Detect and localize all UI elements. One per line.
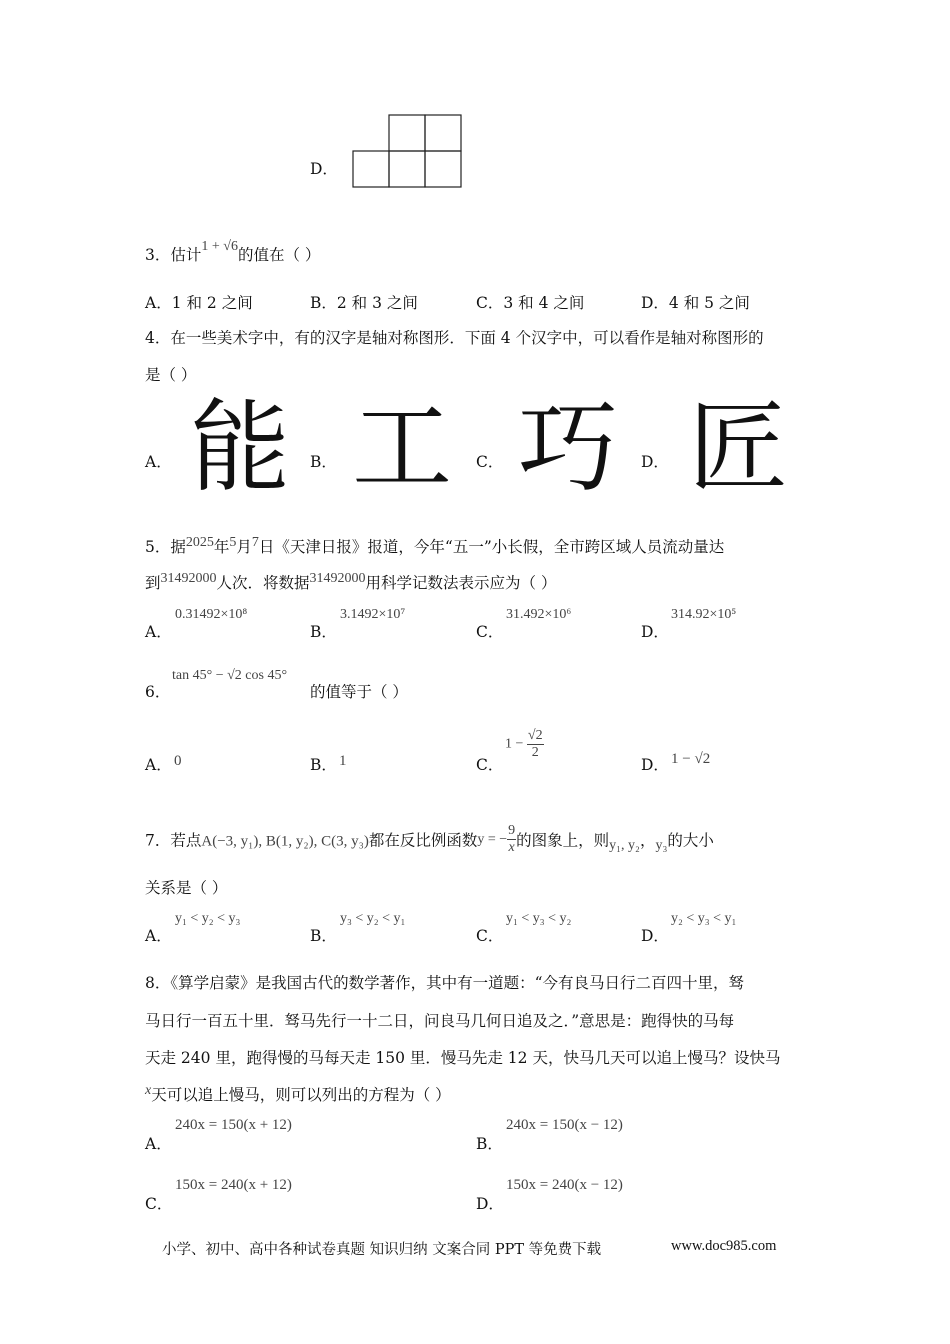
q5-text: 人次．将数据 — [216, 574, 310, 592]
q5-day: 7 — [251, 535, 259, 550]
q5-label-b: B． — [310, 623, 337, 641]
q6-expr: tan 45° − √2 cos 45° — [172, 668, 288, 683]
q5-text: 日《天津日报》报道，今年“五一”小长假，全市跨区域人员流动量达 — [258, 538, 725, 556]
q5-year: 2025 — [185, 535, 214, 550]
footer-url[interactable]: www.doc985.com — [671, 1238, 777, 1254]
q6-num: 6． — [145, 683, 171, 701]
q7-func-pre: y = − — [477, 831, 508, 847]
q5-option-d: 314.92×10⁵ — [671, 607, 737, 622]
q8-text: 天可以追上慢马，则可以列出的方程为（ ） — [151, 1086, 451, 1104]
q7-text: 都在反比例函数 — [368, 831, 478, 850]
q6-label-c: C． — [476, 756, 504, 774]
q7-option-c: y₁ < y₃ < y₂ — [506, 911, 572, 926]
denominator: x — [508, 840, 515, 855]
numerator: 9 — [508, 823, 516, 838]
q7-function — [477, 823, 516, 855]
q3-option-a: A．1 和 2 之间 — [145, 294, 253, 312]
q8-line3: 天走 240 里，跑得慢的马每天走 150 里．慢马先走 12 天，快马几天可以追上慢马？设快马 — [145, 1049, 781, 1067]
q5-month: 5 — [229, 535, 237, 550]
q3-prefix: 估计 — [170, 246, 202, 264]
q4-label-c: C． — [476, 453, 504, 471]
q5-line1 — [145, 535, 724, 557]
q3-num: 3． — [145, 246, 171, 264]
q8-line1: 8．《算学启蒙》是我国古代的数学著作，其中有一道题：“今有良马日行二百四十里，驽 — [145, 974, 745, 992]
q8-option-d: 150x = 240(x − 12) — [506, 1177, 623, 1193]
q7-label-d: D． — [641, 927, 669, 945]
q5-text: 年 — [213, 538, 230, 556]
q7-label-c: C． — [476, 927, 504, 945]
q8-option-c: 150x = 240(x + 12) — [175, 1177, 292, 1193]
q3-option-b: B．2 和 3 之间 — [310, 294, 418, 312]
q5-text: 5．据 — [145, 538, 186, 556]
q7-func-fraction — [507, 823, 516, 856]
q6-label-d: D． — [641, 756, 669, 774]
q5-label-d: D． — [641, 623, 669, 641]
q4-line1: 4．在一些美术字中，有的汉字是轴对称图形．下面 4 个汉字中，可以看作是轴对称图形的 — [145, 329, 764, 347]
q4-label-b: B． — [310, 453, 337, 471]
square — [389, 151, 425, 187]
q8-option-a: 240x = 150(x + 12) — [175, 1117, 292, 1133]
q4-label-d: D． — [641, 453, 669, 471]
q7-label-b: B． — [310, 927, 337, 945]
q7-option-a: y₁ < y₂ < y₃ — [175, 911, 241, 926]
q4-char-b: 工 — [352, 389, 452, 506]
q4-char-d: 匠 — [688, 389, 788, 506]
q8-var: x — [145, 1083, 152, 1098]
q8-option-b: 240x = 150(x − 12) — [506, 1117, 623, 1133]
q3-expr: 1 + √6 — [201, 239, 238, 254]
denominator: 2 — [531, 745, 539, 760]
q5-text: 用科学记数法表示应为（ ） — [365, 574, 557, 592]
q5-option-b: 3.1492×10⁷ — [340, 607, 406, 622]
q7-text: 的图象上，则 — [516, 831, 610, 850]
q6-suffix: 的值等于（ ） — [310, 683, 408, 701]
q5-option-a: 0.31492×10⁸ — [175, 607, 248, 622]
q4-char-a: 能 — [190, 389, 290, 506]
q3-option-c: C．3 和 4 之间 — [476, 294, 585, 312]
q8-label-d: D． — [476, 1195, 504, 1213]
q5-option-c: 31.492×10⁶ — [506, 607, 572, 622]
q8-line4 — [145, 1083, 451, 1105]
q6-option-d: 1 − √2 — [671, 751, 711, 767]
q7-y3: y₃ — [655, 837, 668, 853]
q7-y12: y₁, y₂ — [609, 837, 640, 853]
square — [425, 115, 461, 151]
q5-label-a: A． — [145, 623, 172, 641]
q7-text: 的大小 — [667, 831, 714, 850]
q5-line2 — [145, 571, 556, 593]
footer-text: 小学、初中、高中各种试卷真题 知识归纳 文案合同 PPT 等免费下载 — [162, 1242, 602, 1258]
q5-label-c: C． — [476, 623, 504, 641]
q4-label-a: A． — [145, 453, 172, 471]
q2-option-d-label: D． — [310, 160, 338, 178]
q7-points: A(−3, y₁), B(1, y₂), C(3, y₃) — [201, 833, 369, 850]
square — [389, 115, 425, 151]
q8-label-a: A． — [145, 1135, 172, 1153]
square — [425, 151, 461, 187]
square — [353, 151, 389, 187]
q7-option-d: y₂ < y₃ < y₁ — [671, 911, 737, 926]
q7-line1 — [145, 823, 714, 859]
q7-line2: 关系是（ ） — [145, 879, 228, 897]
q7-label-a: A． — [145, 927, 172, 945]
q6-option-c-fraction — [527, 728, 544, 761]
q7-option-b: y₃ < y₂ < y₁ — [340, 911, 406, 926]
q7-text: 7．若点 — [145, 831, 202, 850]
q6-option-c — [505, 728, 544, 761]
q5-value: 31492000 — [160, 571, 217, 586]
q6-label-a: A． — [145, 756, 172, 774]
q6-option-a: 0 — [174, 753, 182, 769]
q3-suffix: 的值在（ ） — [237, 246, 321, 264]
q6-label-b: B． — [310, 756, 337, 774]
q2-option-d-figure — [350, 112, 464, 190]
q8-line2: 马日行一百五十里．驽马先行一十二日，问良马几何日追及之．”意思是：跑得快的马每 — [145, 1012, 735, 1030]
question-3 — [145, 239, 321, 265]
q6-option-b: 1 — [339, 753, 347, 769]
q7-text: ， — [639, 831, 656, 850]
q3-option-d: D．4 和 5 之间 — [641, 294, 750, 312]
q8-label-c: C． — [145, 1195, 173, 1213]
q8-label-b: B． — [476, 1135, 503, 1153]
q5-value2: 31492000 — [309, 571, 366, 586]
q6-option-c-pre: 1 − — [505, 736, 524, 752]
numerator: √2 — [527, 728, 543, 743]
q5-text: 月 — [236, 538, 252, 556]
q4-line2: 是（ ） — [145, 366, 197, 384]
q4-char-c: 巧 — [518, 389, 618, 506]
q5-text: 到 — [145, 574, 161, 592]
